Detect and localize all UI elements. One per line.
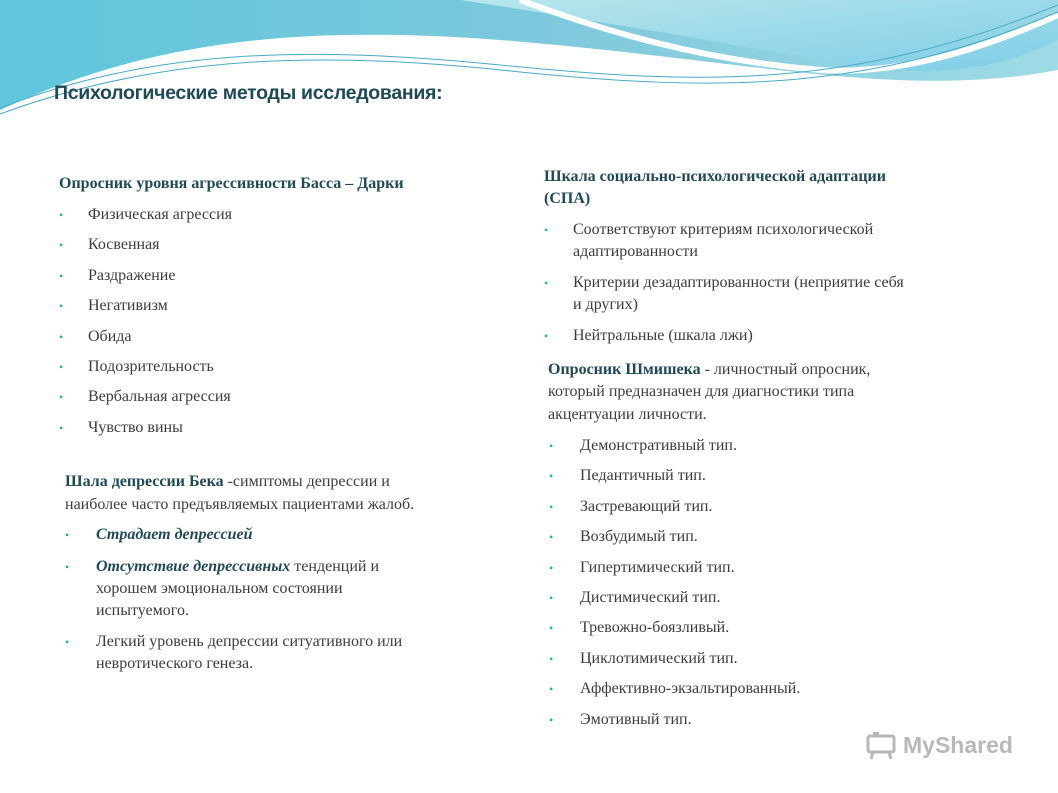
- bullet: •: [544, 223, 549, 237]
- spa-item-2: Критерии дезадаптированности (неприятие себя: [573, 274, 904, 291]
- list-item: Тревожно-боязливый.: [580, 619, 730, 636]
- beck-title: Шала депрессии Бека: [65, 473, 224, 490]
- list-item: Подозрительность: [88, 358, 214, 375]
- bullet: •: [549, 561, 554, 575]
- list-item: Демонстративный тип.: [580, 437, 737, 454]
- shmishek-title: Опросник Шмишека: [548, 361, 701, 378]
- bullet: •: [544, 276, 549, 290]
- bullet: •: [549, 682, 554, 696]
- list-item: Обида: [88, 328, 132, 345]
- beck-item-3-line2: невротического генеза.: [96, 655, 254, 672]
- beck-desc: -симптомы депрессии и: [223, 473, 390, 490]
- list-item: Дистимический тип.: [580, 589, 721, 606]
- beck-item-2: [96, 556, 379, 578]
- list-item: Физическая агрессия: [88, 206, 233, 223]
- bullet: •: [549, 469, 554, 483]
- list-item: Чувство вины: [88, 419, 183, 436]
- bullet: •: [59, 330, 64, 344]
- beck-item-1: Страдает депрессией: [96, 526, 253, 543]
- bullet: •: [59, 360, 64, 374]
- beck-heading: [65, 471, 390, 493]
- list-item: Эмотивный тип.: [580, 711, 692, 728]
- bullet: •: [59, 299, 64, 313]
- myshared-logo-icon: [865, 730, 899, 760]
- spa-item-3: Нейтральные (шкала лжи): [573, 327, 753, 344]
- list-item: Раздражение: [88, 267, 176, 284]
- beck-item-3: Легкий уровень депрессии ситуативного или: [96, 633, 403, 650]
- spa-item-1-line2: адаптированности: [573, 243, 698, 260]
- beck-item-2-line2: хорошем эмоциональном состоянии: [96, 580, 343, 597]
- list-item: Вербальная агрессия: [88, 388, 231, 405]
- spa-item-1: Соответствуют критериям психологической: [573, 221, 874, 238]
- bullet: •: [549, 439, 554, 453]
- bullet: •: [59, 208, 64, 222]
- list-item: Застревающий тип.: [580, 498, 713, 515]
- bullet: •: [549, 652, 554, 666]
- beck-desc-line2: наиболее часто предъявляемых пациентами жалоб.: [65, 496, 415, 513]
- list-item: Косвенная: [88, 236, 160, 253]
- list-item: Негативизм: [88, 297, 168, 314]
- bullet: •: [65, 560, 70, 574]
- bullet: •: [59, 421, 64, 435]
- bullet: •: [544, 329, 549, 343]
- shmishek-desc-line2: который предназначен для диагностики типа: [548, 383, 855, 400]
- slide-title: Психологические методы исследования:: [54, 82, 443, 104]
- bullet: •: [65, 528, 70, 542]
- spa-heading: Шкала социально-психологической адаптации: [544, 168, 886, 185]
- myshared-watermark: [865, 730, 1013, 760]
- beck-item-2-rest: тенденций и: [290, 558, 380, 575]
- watermark-text: MyShared: [903, 731, 1013, 758]
- bullet: •: [65, 635, 70, 649]
- bullet: •: [549, 713, 554, 727]
- wave-background: [0, 0, 1058, 130]
- bullet: •: [549, 591, 554, 605]
- bullet: •: [59, 269, 64, 283]
- list-item: Возбудимый тип.: [580, 528, 698, 545]
- shmishek-heading: [548, 359, 870, 381]
- bullet: •: [549, 500, 554, 514]
- bullet: •: [59, 390, 64, 404]
- bullet: •: [549, 621, 554, 635]
- shmishek-desc-line3: акцентуации личности.: [548, 406, 707, 423]
- beck-item-2-bold: Отсутствие депрессивных: [96, 558, 291, 575]
- list-item: Циклотимический тип.: [580, 650, 738, 667]
- list-item: Гипертимический тип.: [580, 559, 735, 576]
- spa-heading-line2: (СПА): [544, 190, 591, 207]
- bullet: •: [59, 238, 64, 252]
- list-item: Педантичный тип.: [580, 467, 706, 484]
- shmishek-desc: - личностный опросник,: [700, 361, 871, 378]
- beck-item-2-line3: испытуемого.: [96, 602, 189, 619]
- spa-item-2-line2: и других): [573, 296, 638, 313]
- bass-heading: Опросник уровня агрессивности Басса – Дарки: [59, 175, 404, 192]
- bullet: •: [549, 530, 554, 544]
- list-item: Аффективно-экзальтированный.: [580, 680, 801, 697]
